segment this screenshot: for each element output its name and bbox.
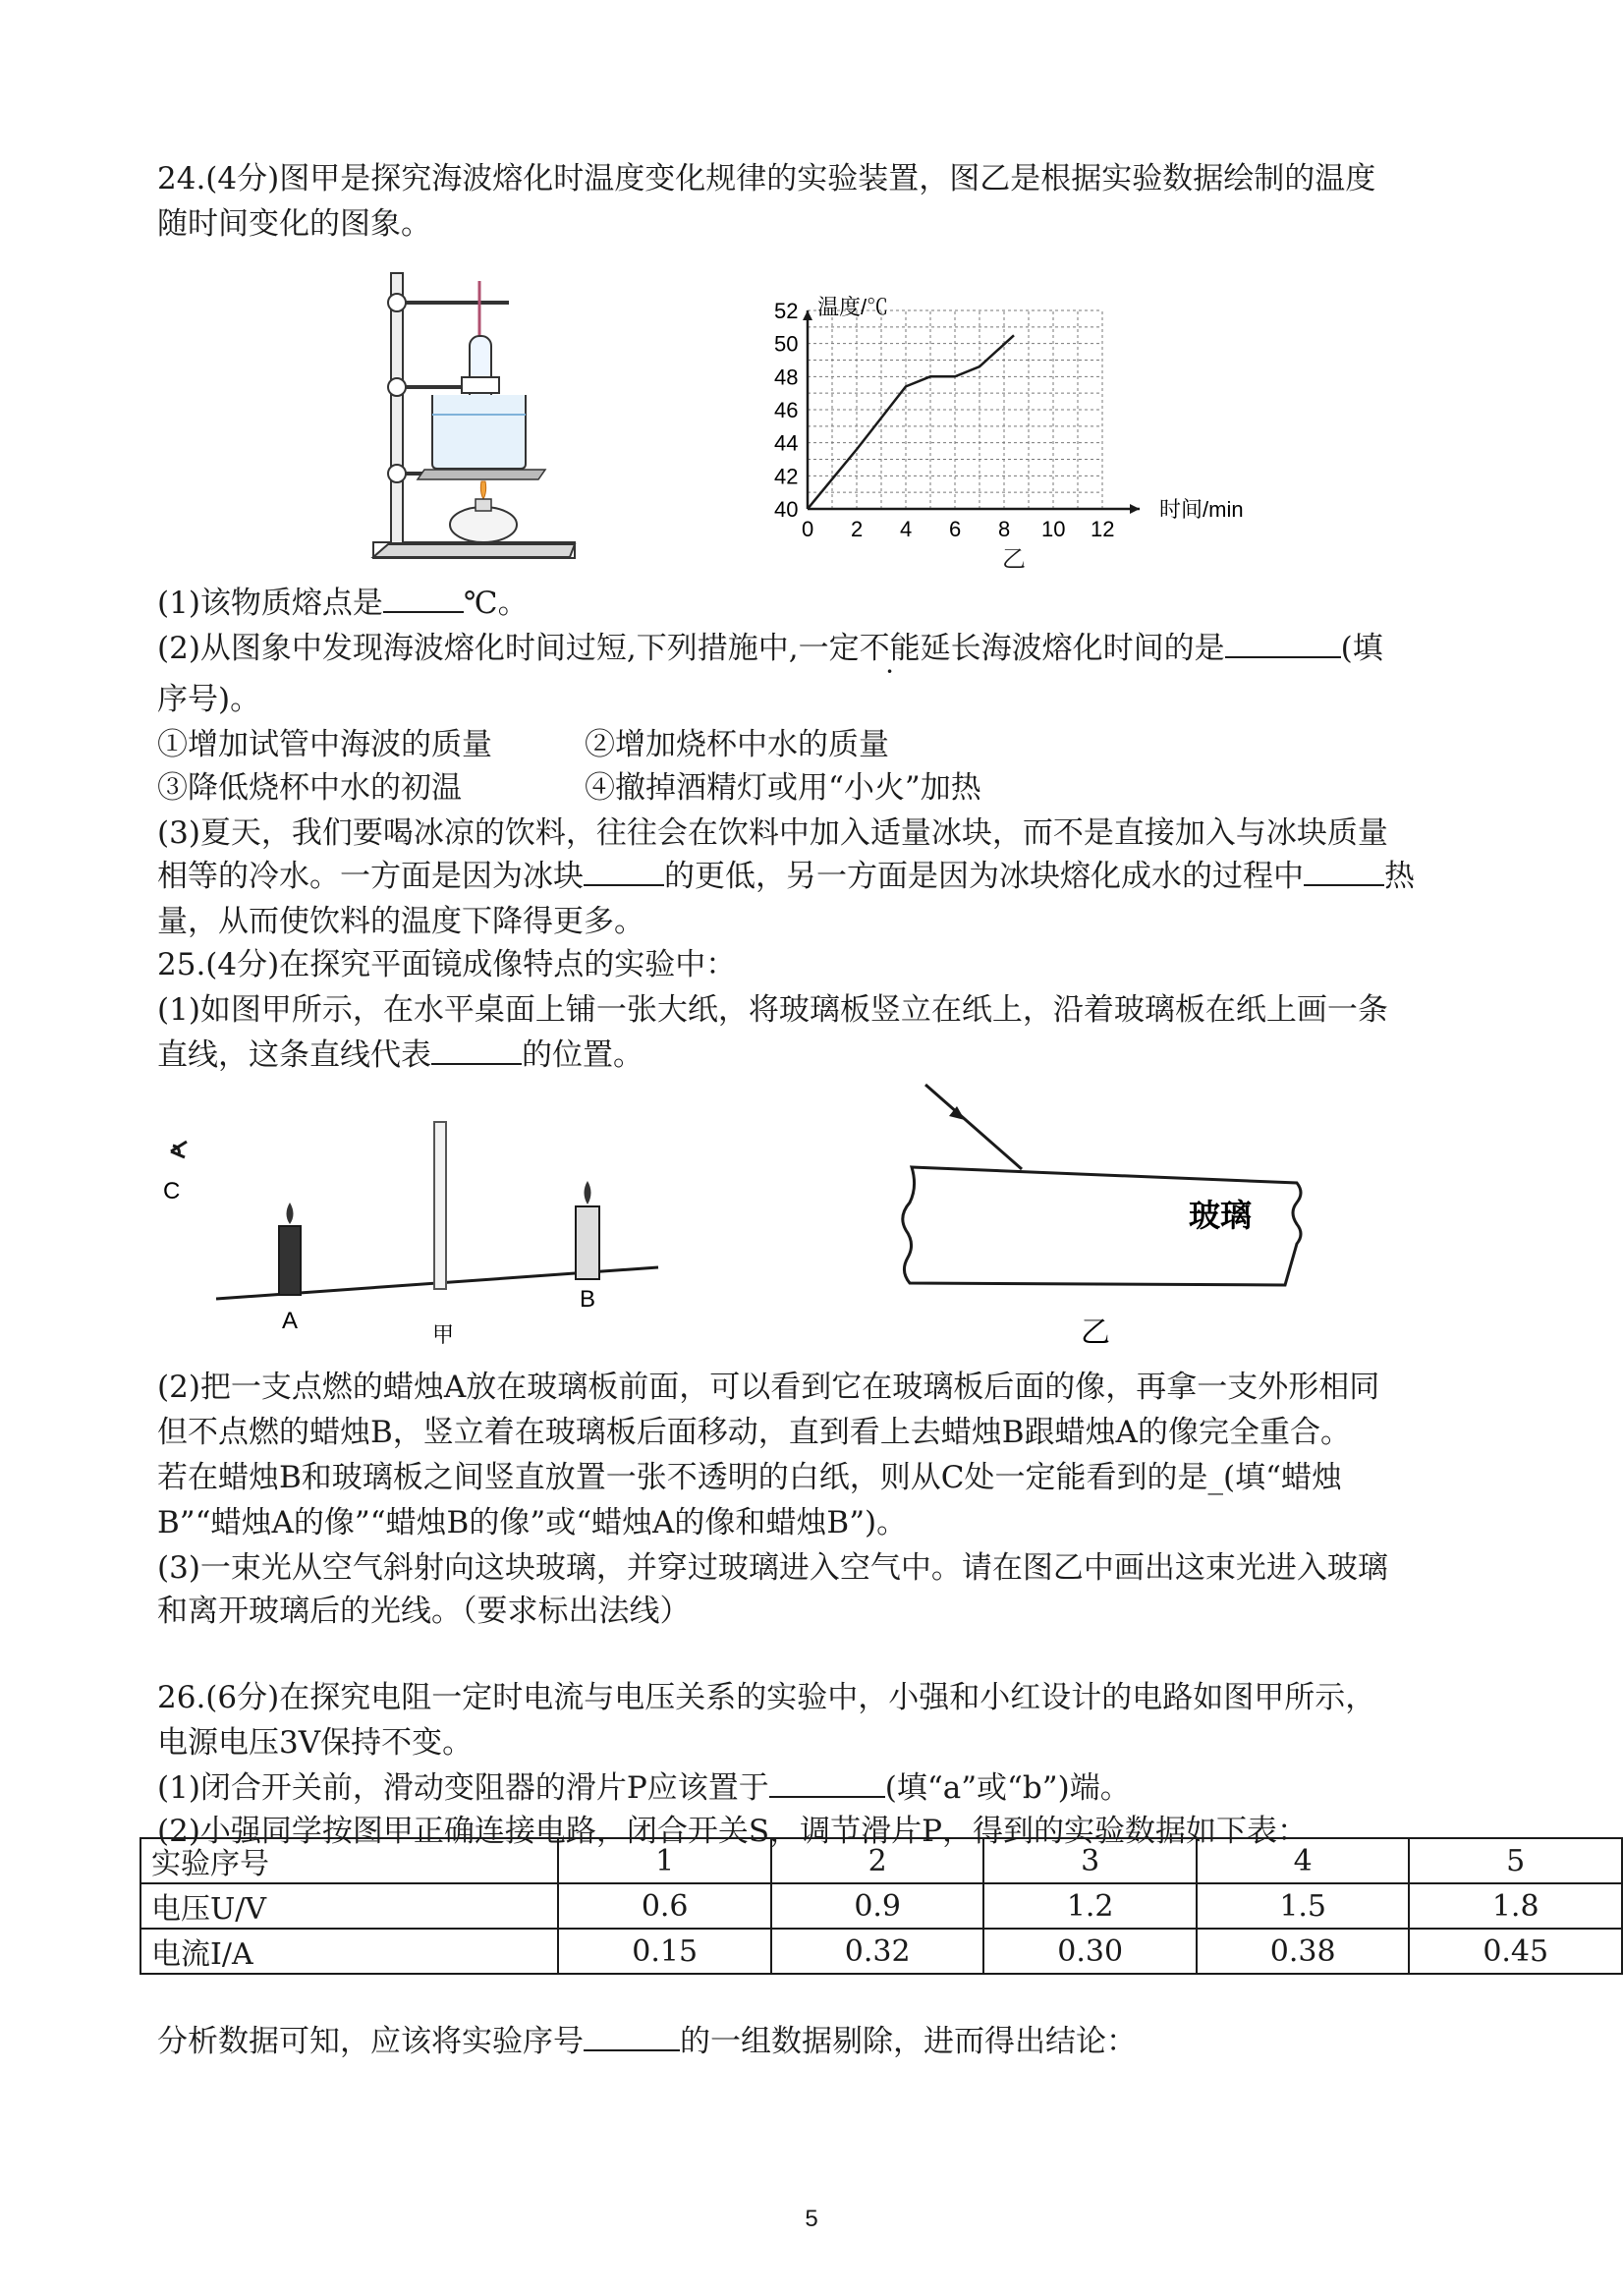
- q24-apparatus-figure: [364, 267, 589, 562]
- q25-part3-line1: (3)一束光从空气斜射向这块玻璃，并穿过玻璃进入空气中。请在图乙中画出这束光进入玻璃: [157, 1550, 1388, 1586]
- q25-part2-line1: (2)把一支点燃的蜡烛A放在玻璃板前面，可以看到它在玻璃板后面的像，再拿一支外形相同: [157, 1370, 1380, 1405]
- x-tick-label: 4: [900, 517, 913, 541]
- seq-cell: 4: [1197, 1838, 1410, 1883]
- eye-icon: [171, 1142, 187, 1157]
- label-b: B: [580, 1286, 596, 1313]
- y-tick-label: 52: [774, 299, 799, 323]
- x-tick-label: 2: [851, 517, 864, 541]
- x-tick-label: 8: [998, 517, 1011, 541]
- y-tick-label: 46: [774, 398, 799, 422]
- experiment-data-table: [140, 1837, 1623, 1975]
- y-tick-label: 40: [774, 497, 799, 522]
- q26-part1: (1)闭合开关前，滑动变阻器的滑片P应该置于 (填“a”或“b”)端。: [157, 1770, 1131, 1806]
- voltage-cell: 0.6: [558, 1883, 771, 1929]
- incident-ray: [925, 1085, 1022, 1169]
- voltage-cell: 1.8: [1409, 1883, 1622, 1929]
- q25-part1-line2: 直线，这条直线代表 的位置。: [157, 1037, 644, 1073]
- blank-line-represents[interactable]: [431, 1036, 522, 1065]
- y-tick-label: 42: [774, 464, 799, 489]
- q26-stem-line1: 26.(6分)在探究电阻一定时电流与电压关系的实验中，小强和小红设计的电路如图甲所示，: [157, 1680, 1376, 1715]
- candle-b: [576, 1206, 599, 1279]
- table-row: [140, 1883, 1622, 1929]
- current-cell: 0.38: [1197, 1929, 1410, 1974]
- blank-measure-number[interactable]: [1225, 629, 1341, 658]
- seq-cell: 5: [1409, 1838, 1622, 1883]
- q24-part2-line2: 序号)。: [157, 682, 261, 717]
- current-cell: 0.45: [1409, 1929, 1622, 1974]
- current-cell: 0.30: [983, 1929, 1197, 1974]
- blank-ice-property[interactable]: [584, 857, 664, 886]
- q24-stem-line2: 随时间变化的图象。: [157, 206, 431, 242]
- x-tick-label: 6: [949, 517, 962, 541]
- x-tick-label: 10: [1041, 517, 1066, 541]
- q24-option-4: ④撤掉酒精灯或用“小火”加热: [585, 770, 981, 806]
- q24-stem-line1: 24.(4分)图甲是探究海波熔化时温度变化规律的实验装置，图乙是根据实验数据绘制的温度: [157, 161, 1376, 196]
- q24-part3-line2: 相等的冷水。一方面是因为冰块 的更低，另一方面是因为冰块熔化成水的过程中 热: [157, 859, 1415, 894]
- voltage-cell: 1.5: [1197, 1883, 1410, 1929]
- candle-a: [279, 1226, 301, 1295]
- row-label-voltage: 电压U/V: [140, 1883, 558, 1929]
- q25-part1-line1: (1)如图甲所示，在水平桌面上铺一张大纸，将玻璃板竖立在纸上，沿着玻璃板在纸上画一条: [157, 992, 1388, 1028]
- fig-jia-caption: 甲: [432, 1322, 455, 1346]
- q24-part3-line1: (3)夏天，我们要喝冰凉的饮料，往往会在饮料中加入适量冰块，而不是直接加入与冰块质量: [157, 815, 1388, 851]
- q24-option-2: ②增加烧杯中水的质量: [585, 727, 889, 762]
- voltage-cell: 1.2: [983, 1883, 1197, 1929]
- blank-slider-end[interactable]: [769, 1768, 885, 1798]
- y-tick-label: 50: [774, 331, 799, 357]
- fig-yi-caption-2: 乙: [1081, 1316, 1110, 1349]
- glass-plate: [434, 1122, 446, 1289]
- q25-stem: 25.(4分)在探究平面镜成像特点的实验中：: [157, 947, 737, 982]
- q25-mirror-figure: [157, 1110, 668, 1346]
- page-number: 5: [805, 2206, 818, 2232]
- q26-stem-line2: 电源电压3V保持不变。: [157, 1725, 474, 1761]
- blank-melting-point[interactable]: [383, 584, 464, 613]
- q25-part2-line4: B”“蜡烛A的像”“蜡烛B的像”或“蜡烛A的像和蜡烛B”)。: [157, 1505, 908, 1540]
- glass-label: 玻璃: [1189, 1198, 1253, 1233]
- q26-analysis: 分析数据可知，应该将实验序号 的一组数据剔除，进而得出结论：: [157, 2024, 1137, 2059]
- q24-option-3: ③降低烧杯中水的初温: [157, 770, 462, 806]
- row-label-current: 电流I/A: [140, 1929, 558, 1974]
- current-cell: 0.32: [771, 1929, 984, 1974]
- voltage-cell: 0.9: [771, 1883, 984, 1929]
- q26-part2: (2)小强同学按图甲正确连接电路，闭合开关S，调节滑片P，得到的实验数据如下表：: [157, 1814, 1309, 1849]
- y-tick-label: 44: [774, 430, 799, 456]
- seq-cell: 1: [558, 1838, 771, 1883]
- q25-part2-line2: 但不点燃的蜡烛B，竖立着在玻璃板后面移动，直到看上去蜡烛B跟蜡烛A的像完全重合。: [157, 1415, 1351, 1450]
- seq-cell: 3: [983, 1838, 1197, 1883]
- x-tick-label: 0: [802, 517, 814, 541]
- seq-cell: 2: [771, 1838, 984, 1883]
- q24-option-1: ①增加试管中海波的质量: [157, 727, 492, 762]
- y-axis-label: 温度/℃: [817, 295, 889, 319]
- table-row: [140, 1838, 1622, 1883]
- q25-glass-figure: [884, 1077, 1326, 1362]
- emphasis-cannot: 不能: [859, 631, 921, 666]
- flame-a: [287, 1203, 294, 1224]
- q24-temperature-chart: [747, 285, 1297, 580]
- temperature-curve: [808, 335, 1014, 509]
- q24-part1: (1)该物质熔点是 ℃。: [157, 586, 529, 621]
- blank-heat-action[interactable]: [1304, 857, 1384, 886]
- table-row: [140, 1929, 1622, 1974]
- current-cell: 0.15: [558, 1929, 771, 1974]
- fig-yi-caption: 乙: [1002, 546, 1026, 573]
- q25-part2-line3: 若在蜡烛B和玻璃板之间竖直放置一张不透明的白纸，则从C处一定能看到的是_(填“蜡烛: [157, 1460, 1342, 1495]
- label-c: C: [163, 1178, 181, 1204]
- q24-part2-line1: (2)从图象中发现海波熔化时间过短,下列措施中,一定不能延长海波熔化时间的是 (填: [157, 631, 1383, 666]
- label-a: A: [282, 1308, 299, 1334]
- row-label-seq: 实验序号: [140, 1838, 558, 1883]
- blank-remove-seq[interactable]: [584, 2022, 680, 2051]
- q24-part3-line3: 量，从而使饮料的温度下降得更多。: [157, 904, 644, 939]
- y-tick-label: 48: [774, 364, 799, 390]
- q25-part3-line2: 和离开玻璃后的光线。（要求标出法线）: [157, 1594, 691, 1629]
- flame-b: [585, 1181, 591, 1204]
- x-axis-label: 时间/min: [1159, 497, 1244, 522]
- x-tick-label: 12: [1091, 517, 1115, 541]
